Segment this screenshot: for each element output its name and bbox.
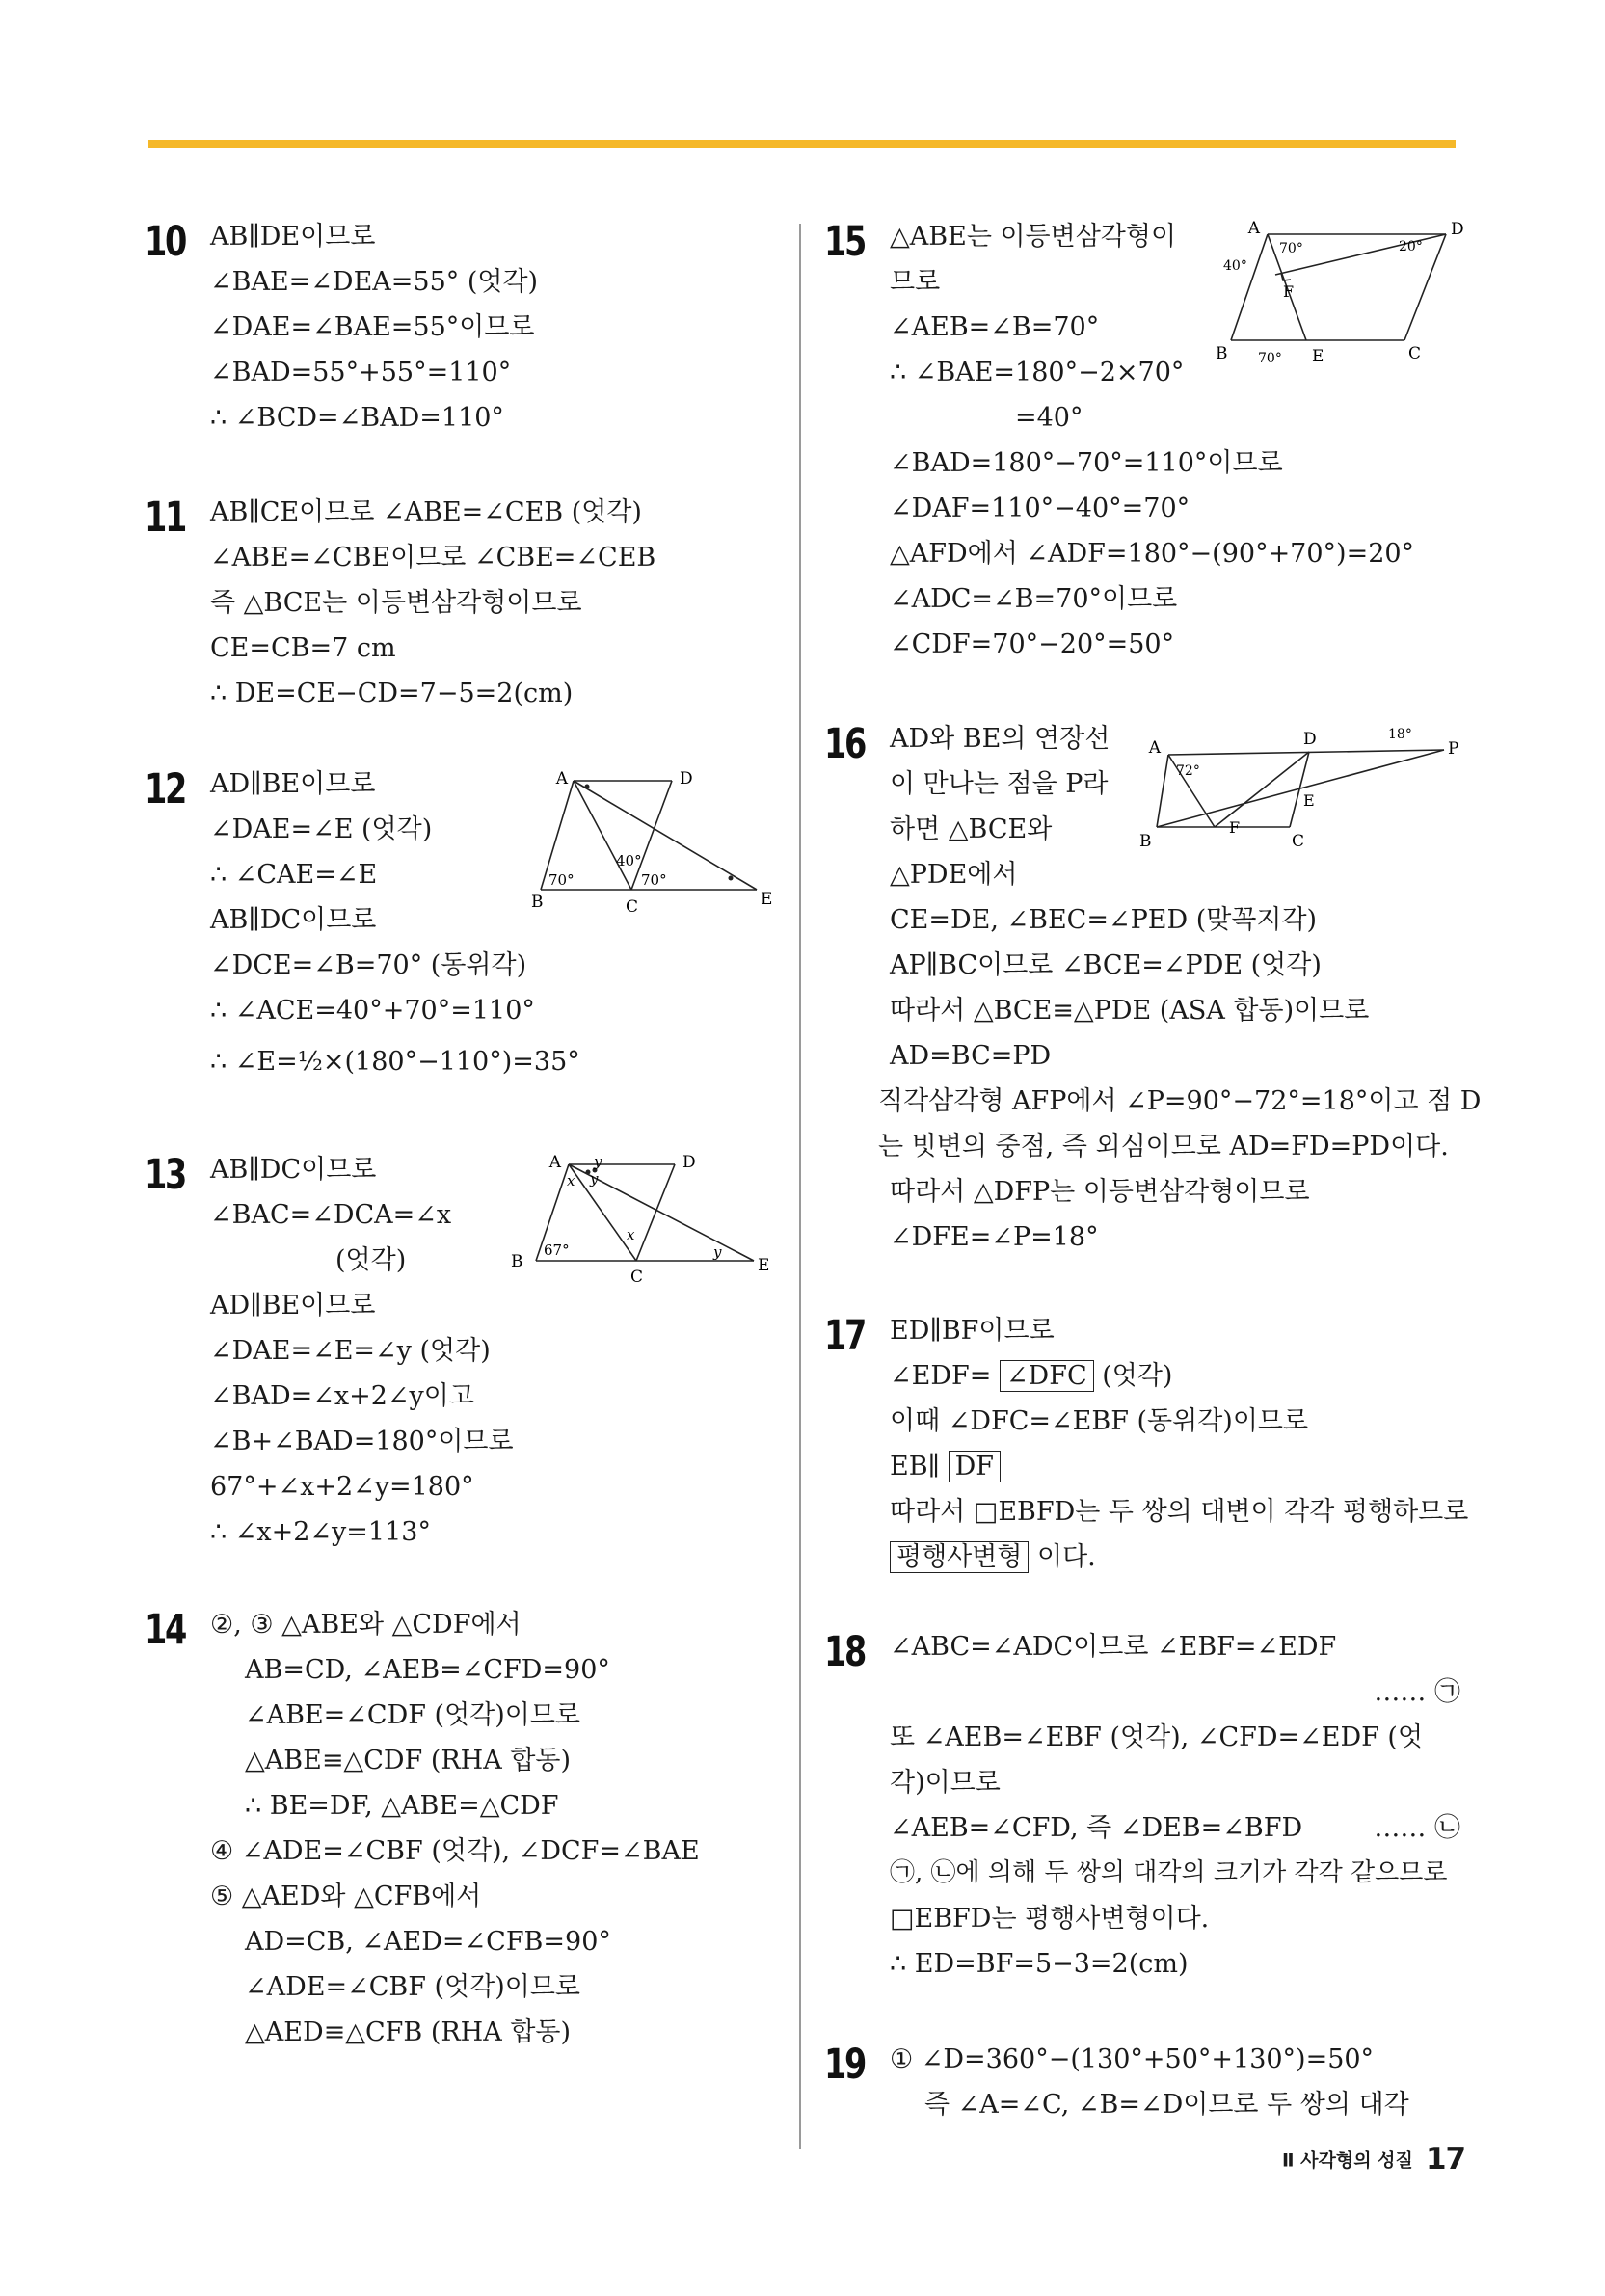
label-P: P (1448, 739, 1459, 759)
label-D: D (1303, 730, 1317, 749)
problem-number: 13 (145, 1151, 185, 1199)
solution-line: 67°+∠x+2∠y=180° (210, 1472, 474, 1502)
solution-line: 즉 ∠A=∠C, ∠B=∠D이므로 두 쌍의 대각 (924, 2090, 1409, 2120)
page-footer (1282, 2142, 1465, 2180)
solution-line: ∠AEB=∠B=70° (890, 312, 1100, 342)
answer-box: 평행사변형 (890, 1541, 1029, 1573)
section-title: Ⅱ 사각형의 성질 (1282, 2149, 1413, 2172)
solution-line (890, 1444, 1468, 1489)
figure-15-diagram (1210, 219, 1464, 374)
solution-line: ∠ADE=∠CBF (엇각)이므로 (245, 1972, 581, 2002)
problem-number: 19 (824, 2041, 865, 2089)
solution-line: 즉 △BCE는 이등변삼각형이므로 (210, 588, 582, 618)
solution-line: ∴ ∠CAE=∠E (210, 860, 378, 890)
figure-15 (1210, 219, 1464, 374)
angle-x: x (567, 1172, 575, 1189)
solution-line: ∠BAD=∠x+2∠y이고 (210, 1381, 474, 1411)
angle-B: 70° (1258, 351, 1282, 366)
solution-line: (엇각) (335, 1245, 407, 1275)
problem-number: 16 (824, 720, 865, 768)
solution-line: ∠ADC=∠B=70°이므로 (890, 584, 1178, 614)
solution-line: △PDE에서 (890, 860, 1018, 890)
solution-line: ∠DFE=∠P=18° (890, 1222, 1099, 1252)
problem-number: 17 (824, 1312, 865, 1360)
problem-number: 15 (824, 218, 865, 266)
solution-line: ∠ABE=∠CBE이므로 ∠CBE=∠CEB (210, 543, 656, 573)
solution-text: 이다. (1037, 1542, 1096, 1572)
solution-line: ∠ABC=∠ADC이므로 ∠EBF=∠EDF (890, 1632, 1337, 1662)
angle-ADF: 20° (1399, 239, 1423, 254)
solution-line: =40° (1015, 403, 1083, 433)
solution-line: AD=BC=PD (890, 1041, 1052, 1071)
figure-12 (525, 769, 781, 917)
solution-line: 하면 △BCE와 (890, 814, 1053, 844)
label-B: B (531, 893, 544, 912)
figure-13 (501, 1153, 781, 1288)
solution-line: ∠BAC=∠DCA=∠x (210, 1200, 452, 1230)
label-A: A (548, 1153, 561, 1172)
solution-line: ∴ ED=BF=5−3=2(cm) (890, 1949, 1189, 1979)
label-E: E (1312, 347, 1324, 366)
angle-ACD: 40° (616, 852, 642, 869)
angle-y: y (594, 1153, 602, 1170)
solution-line: AD와 BE의 연장선 (890, 724, 1110, 754)
angle-A: 72° (1176, 763, 1200, 779)
solution-line: ① ∠D=360°−(130°+50°+130°)=50° (890, 2044, 1375, 2074)
solution-line (890, 1353, 1468, 1399)
solution-line: ∴ ∠BAE=180°−2×70° (890, 358, 1185, 387)
solution-text: EB∥ (890, 1452, 941, 1482)
solution-line: ∠BAD=180°−70°=110°이므로 (890, 448, 1283, 478)
problem-number: 11 (145, 494, 185, 542)
solution-text: ∠EDF= (890, 1361, 992, 1391)
solution-line: △ABE는 이등변삼각형이 (890, 222, 1177, 252)
figure-13-diagram (501, 1153, 781, 1288)
angle-BAE: 40° (1223, 258, 1247, 274)
figure-16-diagram (1137, 721, 1460, 856)
figure-12-diagram (525, 769, 781, 917)
solution-line: △AFD에서 ∠ADF=180°−(90°+70°)=20° (890, 539, 1415, 569)
answer-box: DF (949, 1451, 1001, 1482)
label-D: D (682, 1153, 696, 1172)
angle-P: 18° (1388, 727, 1412, 742)
solution-line: ∴ ∠BCD=∠BAD=110° (210, 403, 504, 433)
solution-line: ∠DAE=∠E (엇각) (210, 814, 433, 844)
solution-line: AB∥DE이므로 (210, 222, 376, 252)
solution-line: ∠BAE=∠DEA=55° (엇각) (210, 267, 539, 297)
solution-line: ∠DAE=∠E=∠y (엇각) (210, 1336, 491, 1366)
solution-line: ∠CDF=70°−20°=50° (890, 629, 1175, 659)
solution-line: 므로 (890, 267, 941, 297)
solution-line: ∴ ∠ACE=40°+70°=110° (210, 996, 535, 1026)
label-E: E (758, 1256, 770, 1275)
solution-line: ㉠, ㉡에 의해 두 쌍의 대각의 크기가 각각 같으므로 (890, 1858, 1448, 1887)
solution-line: AB∥CE이므로 ∠ABE=∠CEB (엇각) (210, 497, 642, 527)
marker-2: …… ㉡ (1374, 1813, 1460, 1843)
solution-line: ∠ABE=∠CDF (엇각)이므로 (245, 1700, 581, 1730)
marker-1: …… ㉠ (1374, 1677, 1460, 1707)
solution-line: AP∥BC이므로 ∠BCE=∠PDE (엇각) (890, 950, 1322, 980)
solution-line: AD∥BE이므로 (210, 769, 376, 799)
header-accent-bar (148, 140, 1456, 148)
solution-line: ∠DCE=∠B=70° (동위각) (210, 950, 527, 980)
label-C: C (630, 1268, 644, 1287)
angle-y: y (590, 1170, 599, 1188)
answer-box: ∠DFC (1000, 1360, 1094, 1392)
solution-line: 는 빗변의 중점, 즉 외심이므로 AD=FD=PD이다. (878, 1132, 1449, 1161)
solution-line: AD∥BE이므로 (210, 1291, 376, 1321)
angle-DAF: 70° (1279, 241, 1303, 256)
solution-line: 각)이므로 (890, 1768, 1001, 1798)
label-B: B (1216, 344, 1228, 363)
solution-line: ∠DAE=∠BAE=55°이므로 (210, 312, 535, 342)
solution-line: △AED≡△CFB (RHA 합동) (245, 2017, 572, 2047)
solution-line: 따라서 △BCE≡△PDE (ASA 합동)이므로 (890, 996, 1370, 1026)
solution-line: AD=CB, ∠AED=∠CFB=90° (245, 1927, 611, 1957)
solution-text: ∠AEB=∠CFD, 즉 ∠DEB=∠BFD (890, 1813, 1303, 1843)
solution-line: CE=DE, ∠BEC=∠PED (맞꼭지각) (890, 905, 1318, 935)
solution-line (890, 1535, 1468, 1580)
label-A: A (555, 769, 568, 788)
angle-B: 70° (548, 871, 575, 889)
page-number: 17 (1425, 2142, 1466, 2176)
problem-number: 12 (145, 765, 185, 814)
solution-line: ∠DAF=110°−40°=70° (890, 494, 1190, 523)
solution-line: 따라서 □EBFD는 두 쌍의 대변이 각각 평행하므로 (890, 1497, 1469, 1527)
label-E: E (761, 890, 773, 909)
label-D: D (680, 769, 693, 788)
solution-text: (엇각) (1102, 1361, 1173, 1391)
label-F: F (1283, 282, 1295, 301)
solution-line: AB=CD, ∠AEB=∠CFD=90° (245, 1655, 610, 1685)
solution-line: ∴ DE=CE−CD=7−5=2(cm) (210, 679, 574, 708)
solution-line: 이 만나는 점을 P라 (890, 769, 1109, 799)
figure-16 (1137, 721, 1460, 856)
label-B: B (511, 1252, 523, 1271)
solution-line: 또 ∠AEB=∠EBF (엇각), ∠CFD=∠EDF (엇 (890, 1722, 1424, 1752)
solution-line: 이때 ∠DFC=∠EBF (동위각)이므로 (890, 1406, 1309, 1436)
problem-number: 18 (824, 1628, 865, 1676)
solution-line: ED∥BF이므로 (890, 1316, 1055, 1346)
angle-67: 67° (544, 1241, 570, 1259)
problem-number: 14 (145, 1606, 185, 1654)
solution-line: ∴ ∠x+2∠y=113° (210, 1517, 431, 1547)
label-A: A (1148, 738, 1161, 758)
solution-line (890, 1805, 1460, 1851)
angle-y: y (713, 1243, 722, 1261)
solution-line: AB∥DC이므로 (210, 905, 377, 935)
label-C: C (1292, 832, 1305, 851)
solution-line: ④ ∠ADE=∠CBF (엇각), ∠DCF=∠BAE (210, 1836, 700, 1866)
angle-x: x (627, 1226, 635, 1243)
solution-line: ⑤ △AED와 △CFB에서 (210, 1882, 482, 1911)
solution-line: △ABE≡△CDF (RHA 합동) (245, 1746, 572, 1775)
solution-line: ∴ ∠E=½×(180°−110°)=35° (210, 1047, 580, 1077)
solution-line: AB∥DC이므로 (210, 1155, 377, 1185)
solution-line: 따라서 △DFP는 이등변삼각형이므로 (890, 1177, 1310, 1207)
label-C: C (1408, 344, 1422, 363)
angle-DCE: 70° (641, 871, 667, 889)
problem-number: 10 (145, 218, 185, 266)
solution-line: 직각삼각형 AFP에서 ∠P=90°−72°=18°이고 점 D (878, 1086, 1482, 1116)
solution-line: ②, ③ △ABE와 △CDF에서 (210, 1610, 522, 1640)
solution-line: ∴ BE=DF, △ABE=△CDF (245, 1791, 559, 1821)
solution-line: □EBFD는 평행사변형이다. (890, 1904, 1210, 1934)
label-F: F (1229, 818, 1241, 837)
solution-line: ∠B+∠BAD=180°이므로 (210, 1427, 514, 1456)
label-A: A (1247, 219, 1260, 238)
label-D: D (1451, 220, 1464, 239)
label-E: E (1303, 791, 1315, 810)
solution-line: CE=CB=7 cm (210, 633, 396, 663)
solution-line: ∠BAD=55°+55°=110° (210, 358, 512, 387)
label-C: C (626, 897, 639, 917)
label-B: B (1139, 832, 1152, 851)
column-divider (799, 224, 801, 2149)
